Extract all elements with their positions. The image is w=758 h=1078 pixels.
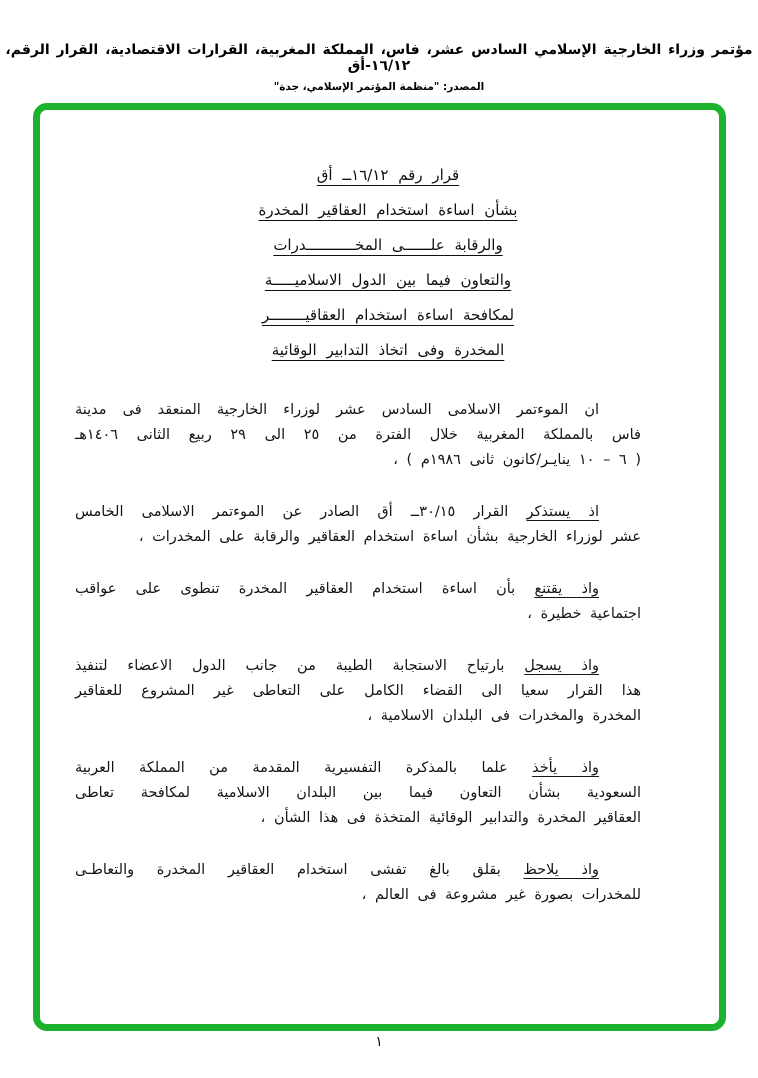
paragraph-line: هذا القرار سعيا الى القضاء الكامل على التعاطى غير المشروع للعقاقير bbox=[75, 683, 641, 699]
paragraph-line: واذ يسجل بارتياح الاستجابة الطيبة من جانب الدول الاعضاء لتنفيذ bbox=[75, 658, 599, 674]
lead-phrase: واذ يأخذ bbox=[532, 760, 600, 776]
title-line: والرقابة علــــــى المخـــــــــــدرات bbox=[273, 236, 503, 254]
paragraph-line: فاس بالمملكة المغربية خلال الفترة من ٢٥ الى ٢٩ ربيع الثانى ١٤٠٦هـ bbox=[75, 427, 641, 443]
header-citation: مؤتمر وزراء الخارجية الإسلامي السادس عشر، فاس، المملكة المغربية، القرارات الاقتصادية، القرار الرقم، ١٦/١٢-أق bbox=[5, 42, 753, 74]
paragraph-line: المخدرة والمخدرات فى البلدان الاسلامية ، bbox=[367, 708, 641, 724]
header-source: المصدر: "منظمة المؤتمر الإسلامي، جدة" bbox=[273, 81, 485, 93]
paragraph bbox=[75, 577, 641, 627]
paragraph-line: ( ٦ ‎–‎ ١٠ ينايـر/كانون ثانى ١٩٨٦م ) ، bbox=[393, 452, 641, 468]
paragraph-line: العقاقير المخدرة والتدابير الوقائية المتخذة فى هذا الشأن ، bbox=[260, 810, 641, 826]
paragraph-line: عشر لوزراء الخارجية بشأن اساءة استخدام العقاقير والرقابة على المخدرات ، bbox=[138, 529, 641, 545]
paragraph bbox=[75, 654, 641, 729]
lead-phrase: واذ يقتنع bbox=[534, 581, 599, 597]
paragraph-line: اذ يستذكر القرار ٣٠/١٥ــ أق الصادر عن الموءتمر الاسلامى الخامس bbox=[75, 504, 599, 520]
lead-phrase: واذ يلاحظ bbox=[523, 862, 599, 878]
resolution-title bbox=[105, 158, 671, 368]
paragraph-line: ان الموءتمر الاسلامى السادس عشر لوزراء الخارجية المنعقد فى مدينة bbox=[75, 402, 599, 418]
title-line: لمكافحة اساءة استخدام العقاقيــــــــر bbox=[261, 306, 515, 324]
document-content bbox=[40, 110, 719, 1024]
title-line: قرار رقم ١٦/١٢ــ أق bbox=[316, 166, 460, 184]
lead-phrase: اذ يستذكر bbox=[526, 504, 599, 520]
title-line: المخدرة وفى اتخاذ التدابير الوقائية bbox=[271, 341, 505, 359]
paragraph bbox=[75, 756, 641, 831]
title-line: بشأن اساءة استخدام العقاقير المخدرة bbox=[258, 201, 518, 219]
paragraph bbox=[75, 500, 641, 550]
paragraph-line: السعودية بشأن التعاون فيما بين البلدان الاسلامية لمكافحة تعاطى bbox=[75, 785, 641, 801]
document-header bbox=[0, 42, 758, 93]
paragraph-line: للمخدرات بصورة غير مشروعة فى العالم ، bbox=[361, 887, 641, 903]
paragraph bbox=[75, 858, 641, 908]
paragraph bbox=[75, 398, 641, 473]
paragraph-line: واذ يأخذ علما بالمذكرة التفسيرية المقدمة من المملكة العربية bbox=[75, 760, 600, 776]
page-number: ١ bbox=[375, 1034, 383, 1050]
paragraph-line: واذ يلاحظ بقلق بالغ تفشى استخدام العقاقير المخدرة والتعاطـى bbox=[75, 862, 599, 878]
paragraph-line: واذ يقتنع بأن اساءة استخدام العقاقير المخدرة تنطوى على عواقب bbox=[75, 581, 599, 597]
title-line: والتعاون فيما بين الدول الاسلاميـــــة bbox=[264, 271, 512, 289]
paragraph-line: اجتماعية خطيرة ، bbox=[527, 606, 641, 622]
lead-phrase: واذ يسجل bbox=[524, 658, 599, 674]
resolution-preamble bbox=[75, 398, 641, 908]
